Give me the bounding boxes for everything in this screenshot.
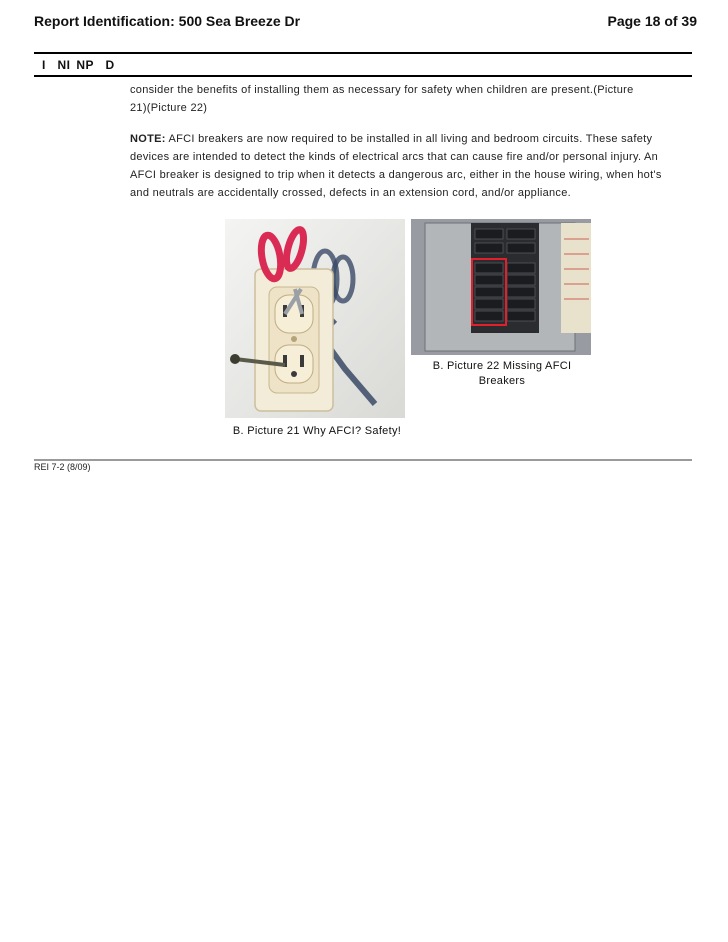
body-line (130, 130, 690, 148)
footer-rule (34, 459, 692, 461)
body-line: devices are intended to detect the kinds of electrical arcs that can cause fire and/or personal injury. An (130, 151, 659, 163)
note-label: NOTE: (130, 133, 166, 145)
picture-21-photo (225, 219, 405, 418)
picture-22-caption (411, 359, 593, 389)
body-paragraph-1 (130, 81, 690, 117)
outlet-scissors-image (225, 219, 405, 418)
note-paragraph (130, 130, 690, 202)
report-title: Report Identification: 500 Sea Breeze Dr (34, 13, 301, 29)
inspection-columns-label: I NI NP D (42, 58, 115, 72)
form-id: REI 7-2 (8/09) (34, 462, 91, 472)
picture-21-caption: B. Picture 21 Why AFCI? Safety! (232, 425, 402, 437)
header-rule-top (34, 52, 692, 54)
page-number: Page 18 of 39 (607, 13, 697, 29)
body-line: and neutrals are accidentally crossed, defects in an extension cord, and/or appliance. (130, 187, 571, 199)
picture-22-photo (411, 219, 591, 355)
body-line: AFCI breaker is designed to trip when it detects a dangerous arc, either in the house wiring, when hot's (130, 169, 662, 181)
header-rule-bottom (34, 75, 692, 77)
caption-line: B. Picture 22 Missing AFCI (432, 360, 572, 372)
body-line: consider the benefits of installing them as necessary for safety when children are present.(Picture (130, 84, 634, 96)
caption-line: Breakers (478, 375, 526, 387)
breaker-panel-image (411, 219, 591, 355)
body-line: 21)(Picture 22) (130, 102, 208, 114)
note-text: AFCI breakers are now required to be installed in all living and bedroom circuits. These safety (165, 133, 653, 145)
